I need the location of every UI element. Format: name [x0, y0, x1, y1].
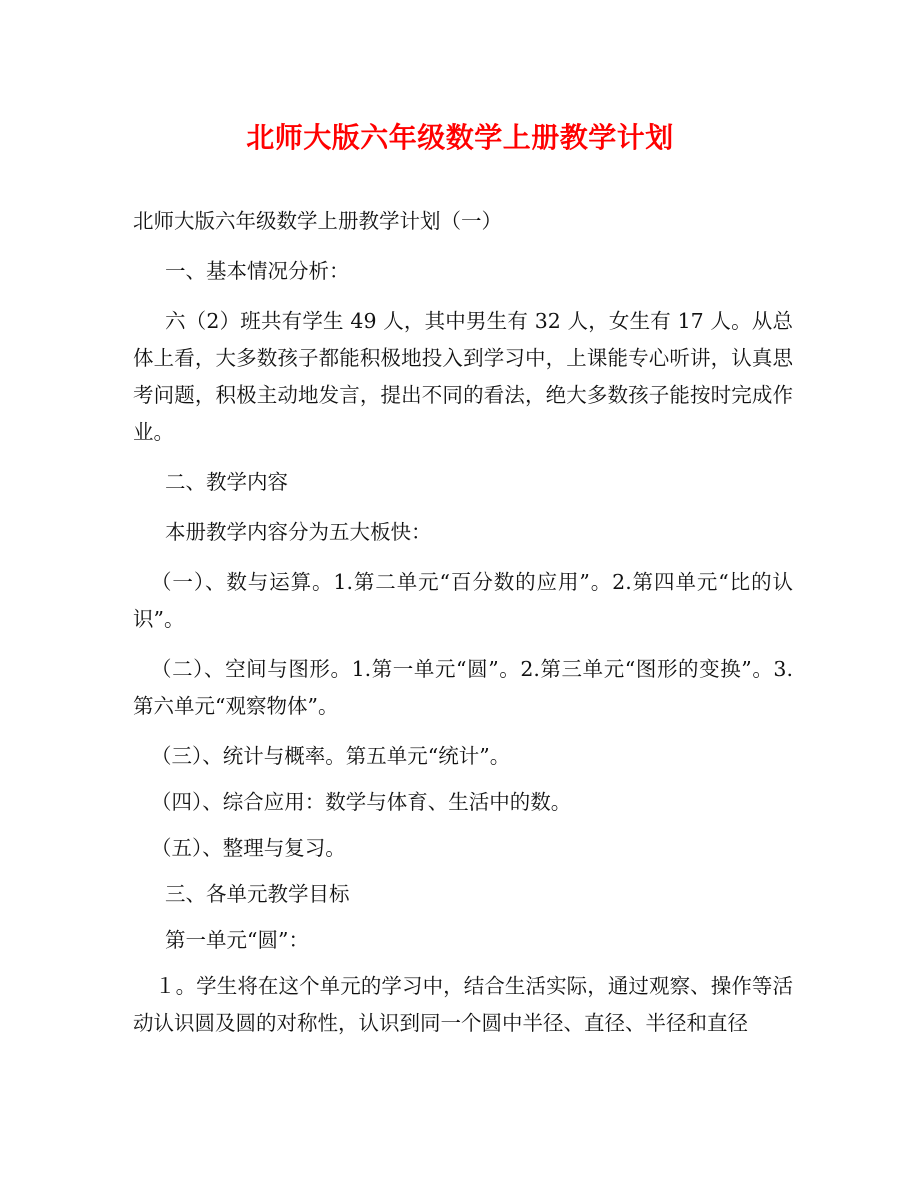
- paragraph-class-overview: 六（2）班共有学生 49 人，其中男生有 32 人，女生有 17 人。从总体上看，大多数孩子都能积极地投入到学习中，上课能专心听讲，认真思考问题，积极主动地发言，提出不同的看法，绝大多数孩子能按时完成作业。: [133, 309, 793, 444]
- paragraph-review: （五）、整理与复习。: [151, 836, 346, 860]
- paragraph-unit-one-goal: １。学生将在这个单元的学习中，结合生活实际，通过观察、操作等活动认识圆及圆的对称性，认识到同一个圆中半径、直径、半径和直径: [133, 974, 793, 1035]
- section-heading-unit-goals: 三、各单元教学目标: [165, 882, 350, 906]
- paragraph-content-summary: 本册教学内容分为五大板快：: [165, 520, 432, 544]
- section-heading-teaching-content: 二、教学内容: [165, 470, 288, 494]
- document-title: 北师大版六年级数学上册教学计划: [246, 121, 674, 154]
- paragraph-number-operations: （一）、数与运算。1.第二单元“百分数的应用”。2.第四单元“比的认识”。: [133, 570, 793, 631]
- paragraph-application: （四）、综合应用：数学与体育、生活中的数。: [151, 790, 572, 814]
- paragraph-space-shapes: （二）、空间与图形。1.第一单元“圆”。2.第三单元“图形的变换”。3.第六单元“观察物体”。: [133, 657, 793, 718]
- section-heading-basic-analysis: 一、基本情况分析：: [165, 259, 350, 283]
- document-subtitle: 北师大版六年级数学上册教学计划（一）: [133, 209, 502, 233]
- unit-heading-circle: 第一单元“圆”：: [165, 928, 309, 952]
- paragraph-statistics: （三）、统计与概率。第五单元“统计”。: [151, 744, 511, 768]
- document-body: [133, 203, 793, 1055]
